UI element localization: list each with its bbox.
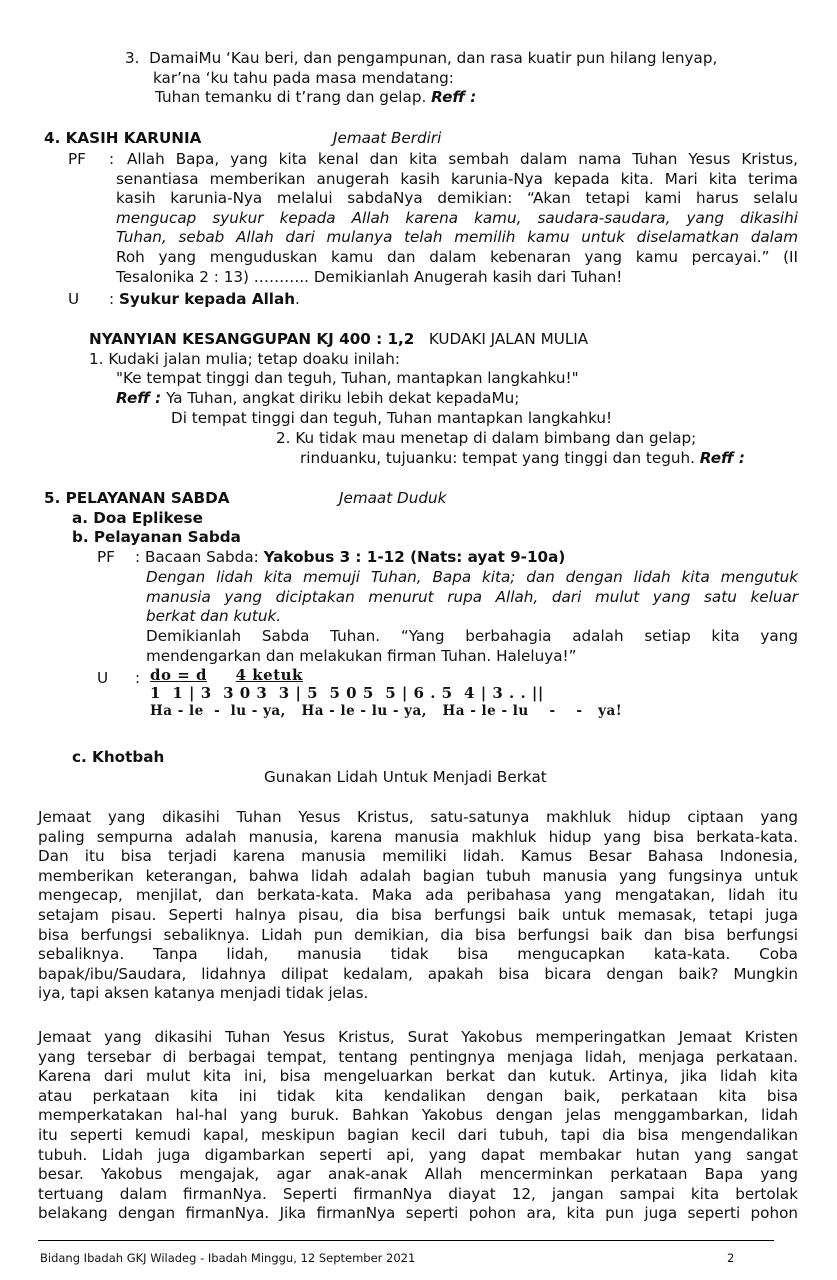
music-key: do = d: [150, 666, 207, 684]
hymn-title: NYANYIAN KESANGGUPAN KJ 400 : 1,2: [89, 330, 415, 348]
paragraph-line: bapak/ibu/Saudara, lidahnya dilipat kedalam, apakah bisa bicara dengan baik? Mungkin: [38, 964, 798, 983]
footer-left: Bidang Ibadah GKJ Wiladeg - Ibadah Minggu, 12 September 2021: [40, 1251, 416, 1265]
sermon-paragraph-2: [38, 1028, 798, 1224]
bacaan-label: : Bacaan Sabda:: [135, 548, 259, 566]
hymn-v2-line-2: [300, 449, 745, 469]
pf-label: PF: [68, 150, 86, 168]
item-b: b. Pelayanan Sabda: [72, 528, 241, 546]
music-lyrics: Ha - le - lu - ya, Ha - le - lu - ya, Ha - le - lu - - ya!: [150, 703, 623, 719]
hymn-v2-line-1: 2. Ku tidak mau menetap di dalam bimbang dan gelap;: [276, 429, 697, 447]
pf-line: Roh yang menguduskan kamu dan dalam kebenaran yang kamu percayai.” (II: [116, 247, 798, 266]
paragraph-line: atau perkataan kita ini tidak kita kendalikan dengan baik, perkataan kita bisa: [38, 1086, 798, 1105]
verse-3-line-1: [125, 49, 785, 69]
sermon-paragraph-1: [38, 808, 798, 1004]
verse-3-line-3: [125, 88, 785, 108]
verse-text: rinduanku, tujuanku: tempat yang tinggi dan teguh.: [300, 449, 695, 467]
u-response: : Syukur kepada Allah.: [109, 290, 300, 308]
hymn-subtitle: KUDAKI JALAN MULIA: [428, 330, 589, 348]
paragraph-line: itu seperti kemudi kapal, meskipun bagian kecil dari tubuh, tapi dia bisa mengendalikan: [38, 1125, 798, 1144]
u-label: U: [68, 290, 80, 308]
pf-label: PF: [97, 548, 115, 566]
hymn-reff-line-1: [116, 389, 519, 409]
music-meter: 4 ketuk: [235, 666, 303, 684]
page-number: 2: [727, 1251, 735, 1265]
scripture-line: manusia yang diciptakan menurut rupa Allah, dari mulut yang satu keluar: [146, 587, 798, 606]
reff-text: Ya Tuhan, angkat diriku lebih dekat kepadaMu;: [166, 389, 520, 407]
hymn-reff-line-2: Di tempat tinggi dan teguh, Tuhan mantapkan langkahku!: [171, 409, 613, 427]
paragraph-line: Karena dari mulut kita ini, bisa mengeluarkan berkat dan kutuk. Artinya, jika lidah kita: [38, 1067, 798, 1086]
paragraph-line: sebaliknya. Tanpa lidah, manusia tidak bisa mengucapkan kata-kata. Coba: [38, 945, 798, 964]
pf-line: kasih karunia-Nya melalui sabdaNya demikian: “Akan tetapi kami harus selalu: [116, 189, 798, 208]
item-c: c. Khotbah: [72, 748, 165, 766]
verse-text: DamaiMu ‘Kau beri, dan pengampunan, dan rasa kuatir pun hilang lenyap,: [149, 49, 718, 67]
closing-line: Demikianlah Sabda Tuhan. “Yang berbahagia adalah setiap kita yang: [146, 627, 798, 645]
sermon-title: Gunakan Lidah Untuk Menjadi Berkat: [264, 768, 547, 786]
verse-3: [125, 49, 785, 108]
bacaan-reference: Yakobus 3 : 1-12 (Nats: ayat 9-10a): [263, 548, 566, 566]
section-5-heading: 5. PELAYANAN SABDA: [44, 489, 230, 507]
scripture-line: Dengan lidah kita memuji Tuhan, Bapa kita; dan dengan lidah kita mengutuk: [146, 568, 798, 586]
hymn-title-row: [89, 330, 588, 350]
paragraph-line: Dan itu bisa terjadi karena manusia memiliki lidah. Kamus Besar Bahasa Indonesia,: [38, 847, 798, 866]
pf-line: Allah Bapa, yang kita kenal dan kita sembah dalam nama Tuhan Yesus Kristus,: [126, 150, 799, 168]
pf-colon: :: [109, 150, 115, 168]
scripture-text: [146, 568, 798, 627]
item-a: a. Doa Eplikese: [72, 509, 203, 527]
hymn-v1-line-2: "Ke tempat tinggi dan teguh, Tuhan, mantapkan langkahku!": [116, 369, 579, 387]
reff-label: Reff :: [116, 389, 162, 407]
music-header: [150, 666, 630, 684]
paragraph-line: besar. Yakobus mengajak, agar anak-anak Allah mencerminkan perkataan Bapa yang: [38, 1165, 798, 1184]
verse-number: 3.: [125, 49, 140, 67]
paragraph-line: yang tersebar di berbagai tempat, tentang pentingnya menjaga lidah, menjaga perkataan.: [38, 1047, 798, 1066]
closing-text: [146, 627, 798, 666]
verse-3-line-2: kar’na ‘ku tahu pada masa mendatang:: [153, 68, 454, 87]
paragraph-line: tubuh. Lidah juga digambarkan seperti api, yang dapat membakar hutan yang sangat: [38, 1145, 798, 1164]
hymn-v1-line-1: 1. Kudaki jalan mulia; tetap doaku inilah:: [89, 350, 400, 368]
pf-line: Tesalonika 2 : 13) ……….. Demikianlah Anugerah kasih dari Tuhan!: [116, 267, 623, 286]
section-4-posture: Jemaat Berdiri: [333, 129, 442, 147]
paragraph-line: memberikan keterangan, bahwa lidah adalah bagian tubuh manusia yang fungsinya untuk: [38, 866, 798, 885]
reff-marker: Reff :: [431, 88, 477, 107]
pf-line: senantiasa memberikan anugerah kasih karunia-Nya kepada kita. Mari kita terima: [116, 169, 798, 188]
response-text: Syukur kepada Allah: [118, 290, 296, 308]
paragraph-line: bisa berfungsi sebaliknya. Lidah pun demikian, dia bisa berfungsi baik dan bisa berfungsi: [38, 925, 798, 944]
paragraph-line: iya, tapi aksen katanya menjadi tidak jelas.: [38, 984, 369, 1003]
bacaan-row: [135, 548, 565, 568]
paragraph-line: tertuang dalam firmanNya. Seperti firmanNya diayat 12, jangan sampai kita bertolak: [38, 1184, 798, 1203]
paragraph-line: memperkatakan hal-hal yang buruk. Bahkan Yakobus dengan jelas menggambarkan, lidah: [38, 1106, 798, 1125]
pf-line: Tuhan, sebab Allah dari mulanya telah memilih kamu untuk diselamatkan dalam: [116, 228, 798, 247]
paragraph-line: belakang dengan firmanNya. Jika firmanNya seperti pohon ara, kita pun juga seperti pohon: [38, 1204, 798, 1223]
closing-line: mendengarkan dan melakukan firman Tuhan. Haleluya!”: [146, 646, 577, 665]
reff-marker: Reff :: [699, 449, 745, 467]
section-5-posture: Jemaat Duduk: [339, 489, 447, 507]
paragraph-line: setajam pisau. Seperti halnya pisau, dia bisa berfungsi baik untuk memasak, tetapi juga: [38, 905, 798, 924]
u-colon: :: [135, 669, 141, 687]
music-notes: 1 1 | 3 3 0 3 3 | 5 5 0 5 5 | 6 . 5 4 | 3 . . ||: [150, 684, 544, 702]
u-label: U: [97, 669, 109, 687]
paragraph-line: paling sempurna adalah manusia, karena manusia makhluk hidup yang bisa berkata-kata.: [38, 827, 798, 846]
pf-line: mengucap syukur kepada Allah karena kamu, saudara-saudara, yang dikasihi: [116, 208, 798, 227]
verse-text: Tuhan temanku di t’rang dan gelap.: [155, 88, 427, 107]
paragraph-line: Jemaat yang dikasihi Tuhan Yesus Kristus, Surat Yakobus memperingatkan Jemaat Kristen: [38, 1028, 798, 1046]
scripture-line: berkat dan kutuk.: [146, 607, 282, 626]
paragraph-line: mengecap, menjilat, dan berkata-kata. Maka ada peribahasa yang mengatakan, lidah itu: [38, 886, 798, 905]
section-4-pf-text: [116, 150, 798, 287]
music-score: [150, 666, 630, 720]
section-4-heading: 4. KASIH KARUNIA: [44, 129, 202, 147]
paragraph-line: Jemaat yang dikasihi Tuhan Yesus Kristus, satu-satunya makhluk hidup ciptaan yang: [38, 808, 798, 826]
footer-rule: [38, 1240, 774, 1241]
